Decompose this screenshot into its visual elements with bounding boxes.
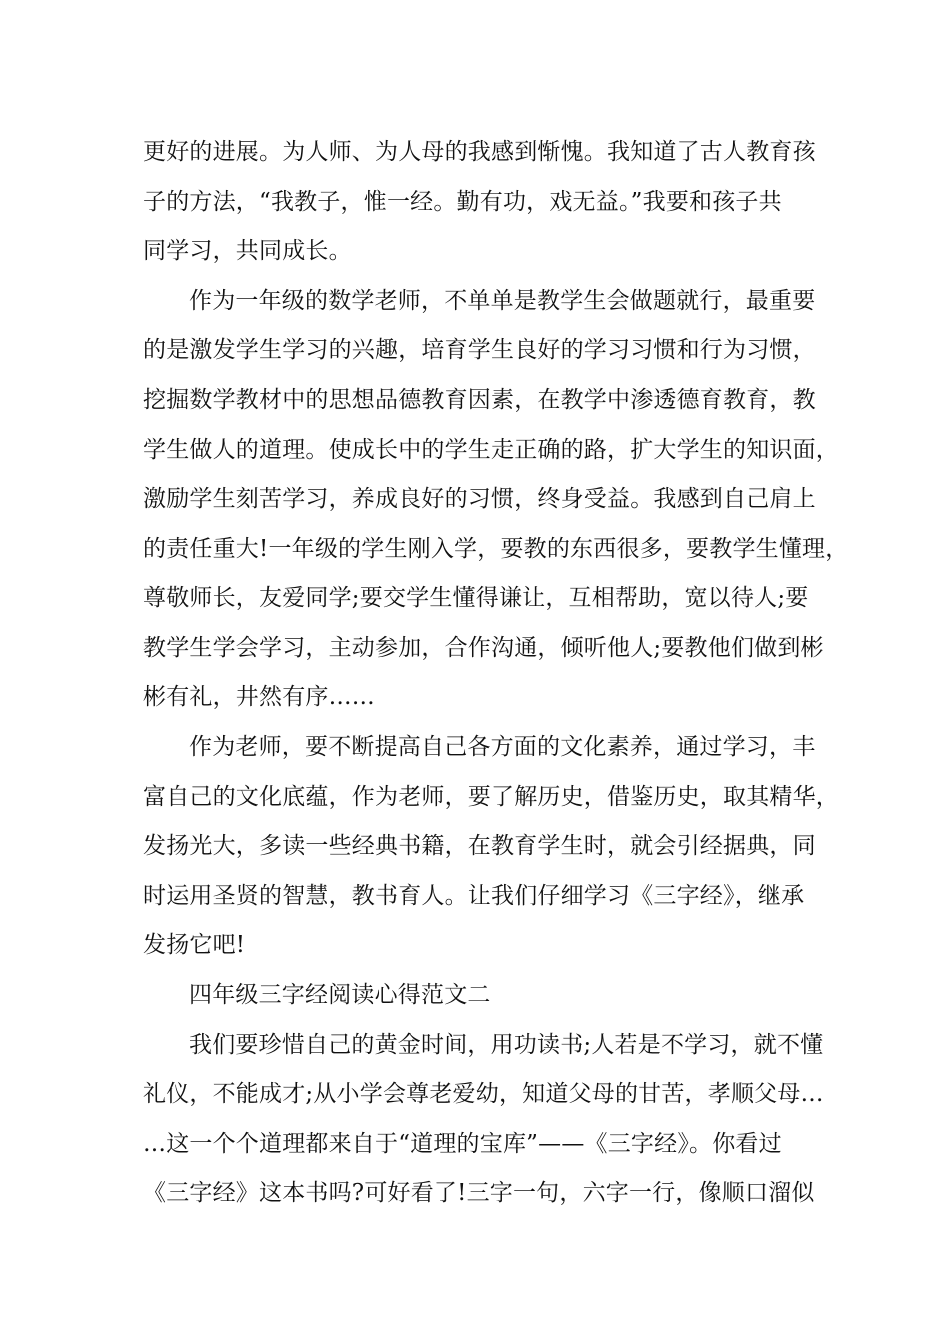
text-line: 的责任重大!一年级的学生刚入学，要教的东西很多，要教学生懂理， [143, 536, 849, 562]
text-line: 教学生学会学习，主动参加，合作沟通，倾听他人;要教他们做到彬 [143, 635, 824, 661]
text-line: …这一个个道理都来自于“道理的宝库”——《三字经》。你看过 [143, 1131, 782, 1157]
paragraph-start-line: 作为老师，要不断提高自己各方面的文化素养，通过学习，丰 [189, 734, 816, 760]
section-heading: 四年级三字经阅读心得范文二 [189, 982, 491, 1008]
text-line: 富自己的文化底蕴，作为老师，要了解历史，借鉴历史，取其精华， [143, 784, 839, 810]
text-line: 学生做人的道理。使成长中的学生走正确的路，扩大学生的知识面， [143, 437, 839, 463]
text-line: 激励学生刻苦学习，养成良好的习惯，终身受益。我感到自己肩上 [143, 486, 816, 512]
text-line: 尊敬师长，友爱同学;要交学生懂得谦让，互相帮助，宽以待人;要 [143, 585, 809, 611]
text-line: 挖掘数学教材中的思想品德教育因素，在教学中渗透德育教育，教 [143, 387, 816, 413]
text-line: 时运用圣贤的智慧，教书育人。让我们仔细学习《三字经》，继承 [143, 883, 805, 909]
paragraph-start-line: 我们要珍惜自己的黄金时间，用功读书;人若是不学习，就不懂 [189, 1032, 824, 1058]
text-line: 《三字经》这本书吗?可好看了!三字一句，六字一行，像顺口溜似 [143, 1180, 815, 1206]
text-line: 彬有礼，井然有序…… [143, 684, 375, 710]
text-line: 发扬光大，多读一些经典书籍，在教育学生时，就会引经据典，同 [143, 833, 816, 859]
paragraph-start-line: 作为一年级的数学老师，不单单是教学生会做题就行，最重要 [189, 288, 816, 314]
text-line: 礼仪，不能成才;从小学会尊老爱幼，知道父母的甘苦，孝顺父母… [143, 1081, 824, 1107]
text-line: 更好的进展。为人师、为人母的我感到惭愧。我知道了古人教育孩 [143, 139, 816, 165]
text-line: 同学习，共同成长。 [143, 238, 352, 264]
text-line: 发扬它吧! [143, 932, 246, 958]
text-line: 子的方法，“我教子，惟一经。勤有功，戏无益。”我要和孩子共 [143, 189, 782, 215]
text-line: 的是激发学生学习的兴趣，培育学生良好的学习习惯和行为习惯， [143, 337, 816, 363]
